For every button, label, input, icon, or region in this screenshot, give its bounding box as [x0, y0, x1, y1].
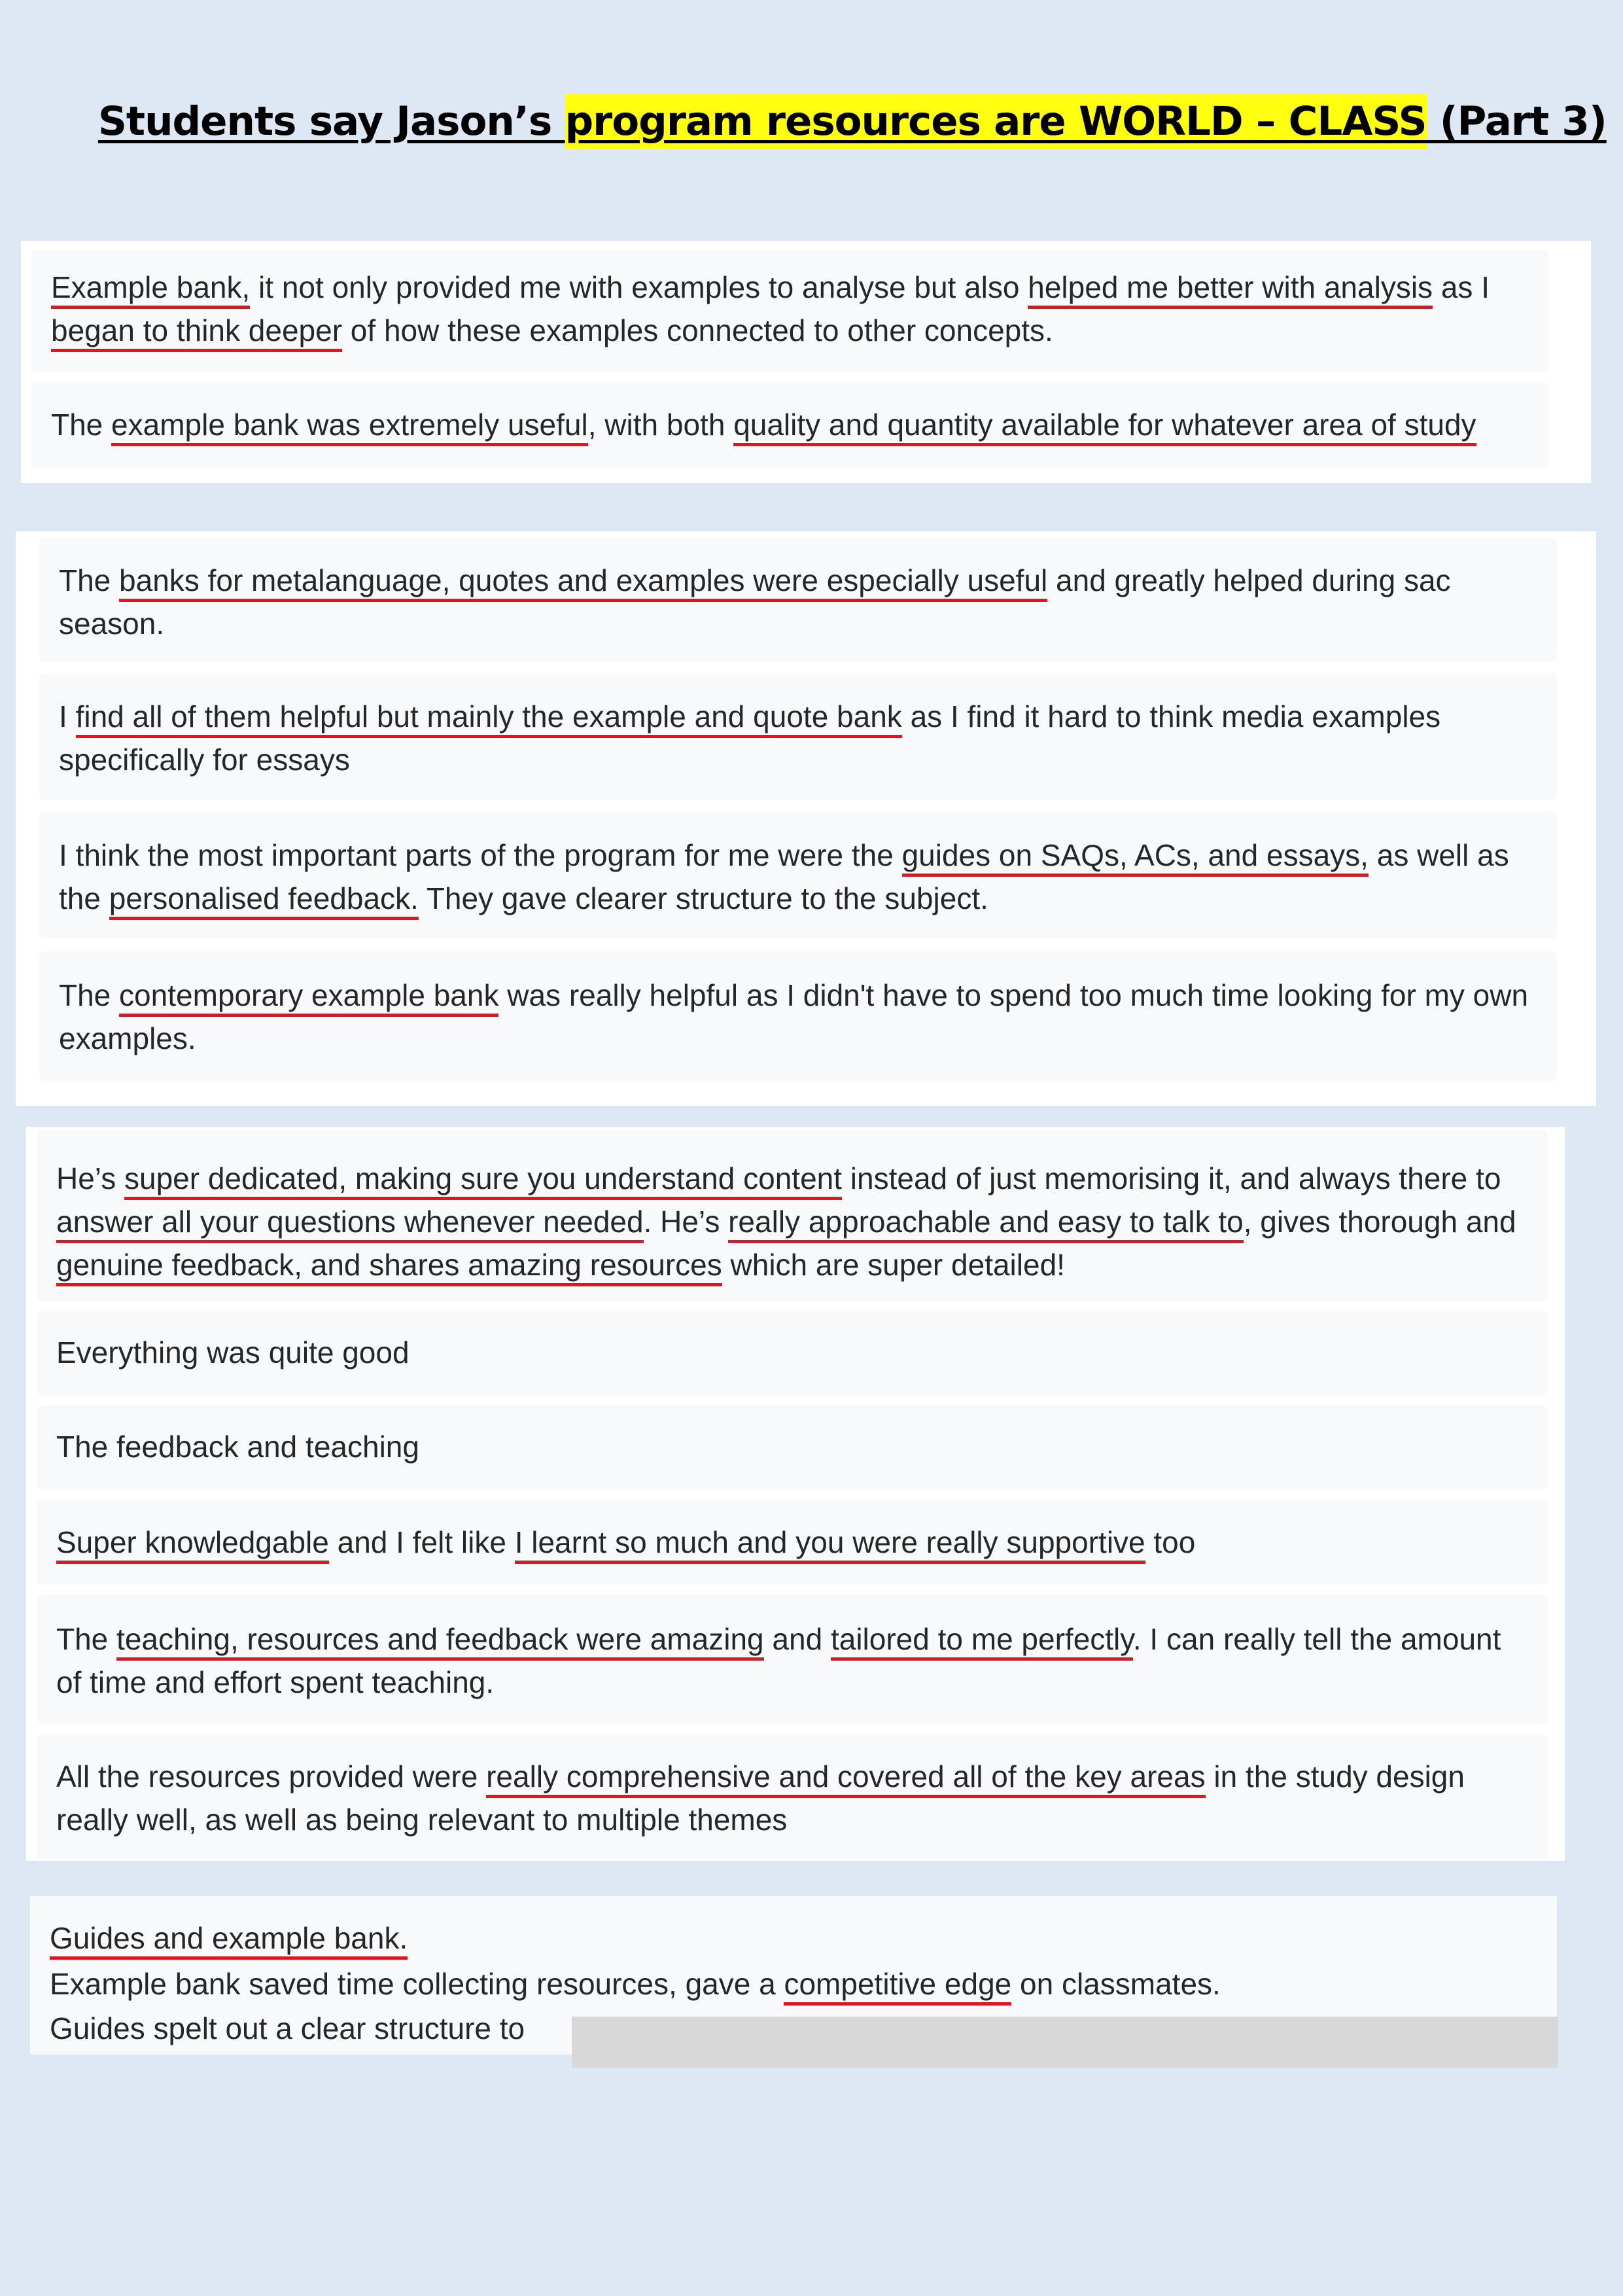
- testimonial-card: [39, 673, 1557, 800]
- testimonial-text: . He’s: [643, 1205, 729, 1239]
- testimonial-card: [37, 1595, 1548, 1723]
- testimonial-group-2: [16, 531, 1596, 1106]
- testimonial-card: [37, 1405, 1548, 1489]
- redaction-box: [572, 2017, 1558, 2068]
- underlined-phrase: find all of them helpful but mainly the example and quote bank: [76, 699, 902, 738]
- testimonial-text: in the study design really well, as well as being relevant to multiple themes: [56, 1759, 1465, 1837]
- testimonial-card: [39, 811, 1557, 938]
- testimonial-text: . I can really tell the amount of time and effort spent teaching.: [56, 1622, 1501, 1699]
- underlined-phrase: competitive edge: [784, 1967, 1011, 2005]
- testimonial-card: [39, 538, 1557, 662]
- testimonial-text: as well as the: [59, 838, 1509, 915]
- underlined-phrase: Super knowledgable: [56, 1525, 329, 1564]
- testimonial-text: instead of just memorising it, and always there to: [842, 1161, 1501, 1195]
- testimonial-text: They gave clearer structure to the subject.: [418, 881, 988, 915]
- underlined-phrase: guides on SAQs, ACs, and essays,: [902, 838, 1369, 877]
- testimonial-text: I think the most important parts of the program for me were the: [59, 838, 902, 872]
- testimonial-text: too: [1145, 1525, 1196, 1559]
- testimonial-card: [37, 1131, 1548, 1301]
- testimonial-card: [37, 1311, 1548, 1395]
- underlined-phrase: contemporary example bank: [119, 978, 498, 1017]
- testimonial-text: Guides spelt out a clear structure to: [50, 2011, 525, 2045]
- testimonial-text: and greatly helped during sac season.: [59, 563, 1451, 641]
- testimonial-text: on classmates.: [1011, 1967, 1221, 2001]
- testimonial-text: of how these examples connected to other concepts.: [342, 313, 1053, 347]
- page-title: [98, 98, 1607, 145]
- testimonial-line: [50, 2006, 525, 2051]
- testimonial-text: The: [51, 408, 112, 442]
- testimonial-text: Everything was quite good: [56, 1335, 410, 1369]
- testimonial-text: The: [59, 978, 120, 1012]
- testimonial-text: and: [763, 1622, 831, 1656]
- testimonial-line: [50, 1962, 1221, 2006]
- underlined-phrase: example bank was extremely useful: [111, 408, 588, 446]
- underlined-phrase: super dedicated, making sure you understand content: [124, 1161, 842, 1200]
- underlined-phrase: Guides and example bank.: [50, 1921, 408, 1960]
- testimonial-text: and I felt like: [328, 1525, 515, 1559]
- testimonial-text: , gives thorough and: [1243, 1205, 1516, 1239]
- underlined-phrase: answer all your questions whenever needed: [56, 1205, 644, 1243]
- underlined-phrase: quality and quantity available for whatever area of study: [733, 408, 1476, 446]
- testimonial-text: The feedback and teaching: [56, 1430, 419, 1464]
- title-suffix: (Part 3): [1426, 98, 1607, 145]
- testimonial-card: [31, 382, 1549, 467]
- title-prefix: Students say Jason’s: [98, 98, 565, 145]
- testimonial-text: Example bank saved time collecting resources, gave a: [50, 1967, 784, 2001]
- testimonial-group-1: [21, 241, 1591, 483]
- underlined-phrase: tailored to me perfectly: [831, 1622, 1133, 1661]
- testimonial-text: I: [59, 699, 76, 733]
- underlined-phrase: Example bank,: [51, 270, 250, 309]
- testimonial-line: [50, 1916, 408, 1960]
- testimonial-text: as I: [1433, 270, 1490, 304]
- testimonial-card: [31, 250, 1549, 372]
- testimonial-text: The: [59, 563, 120, 597]
- testimonial-text: The: [56, 1622, 117, 1656]
- underlined-phrase: helped me better with analysis: [1028, 270, 1433, 309]
- underlined-phrase: really approachable and easy to talk to: [728, 1205, 1244, 1243]
- testimonial-card: [39, 951, 1557, 1081]
- title-highlight: program resources are WORLD – CLASS: [565, 94, 1427, 149]
- testimonial-text: He’s: [56, 1161, 124, 1195]
- testimonial-text: , with both: [587, 408, 734, 442]
- underlined-phrase: teaching, resources and feedback were amazing: [116, 1622, 764, 1661]
- underlined-phrase: genuine feedback, and shares amazing resources: [56, 1248, 722, 1286]
- underlined-phrase: banks for metalanguage, quotes and examples were especially useful: [119, 563, 1047, 602]
- underlined-phrase: began to think deeper: [51, 313, 342, 352]
- testimonial-card: [37, 1500, 1548, 1585]
- testimonial-text: as I find it hard to think media examples specifically for essays: [59, 699, 1441, 777]
- underlined-phrase: personalised feedback.: [109, 881, 419, 920]
- testimonial-card: [37, 1734, 1548, 1860]
- underlined-phrase: really comprehensive and covered all of the key areas: [486, 1759, 1206, 1798]
- testimonial-text: it not only provided me with examples to analyse but also: [250, 270, 1028, 304]
- underlined-phrase: I learnt so much and you were really supportive: [515, 1525, 1145, 1564]
- testimonial-text: which are super detailed!: [722, 1248, 1065, 1282]
- testimonial-text: was really helpful as I didn't have to spend too much time looking for my own examples.: [59, 978, 1529, 1055]
- testimonial-text: All the resources provided were: [56, 1759, 487, 1793]
- testimonial-group-3: [26, 1127, 1565, 1861]
